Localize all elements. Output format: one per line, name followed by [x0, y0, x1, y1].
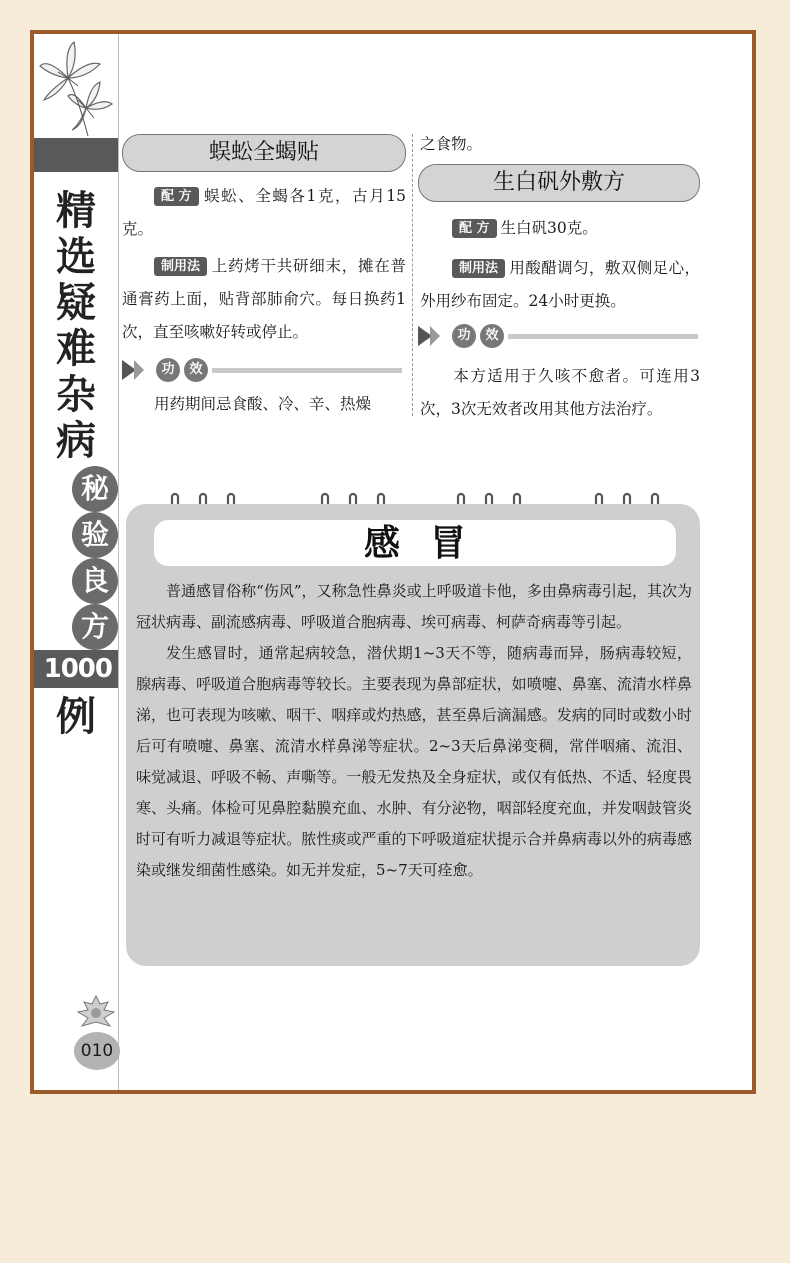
right-heading: 生白矾外敷方 — [418, 164, 700, 202]
sidebar-circle-char: 验 — [72, 512, 118, 558]
disease-box — [126, 504, 700, 966]
box-paragraph: 普通感冒俗称“伤风”，又称急性鼻炎或上呼吸道卡他，多由鼻病毒引起，其次为冠状病毒、副流感病毒、呼吸道合胞病毒、埃可病毒、柯萨奇病毒等引起。 — [136, 582, 692, 631]
column-divider — [412, 134, 413, 416]
sidebar-title-char: 病 — [56, 418, 96, 464]
left-formula-text: 蜈蚣、全蝎各1克，古月15克。 — [122, 187, 406, 238]
page-number: 010 — [74, 1032, 120, 1070]
left-effect-text — [122, 388, 406, 421]
formula-tag: 配 方 — [154, 187, 199, 206]
sidebar-title-char: 难 — [56, 326, 96, 372]
right-method-text: 用酸醋调匀，敷双侧足心，外用纱布固定。24小时更换。 — [420, 259, 700, 310]
sidebar-title-char: 疑 — [56, 280, 96, 326]
right-formula — [420, 212, 700, 245]
sidebar — [34, 34, 119, 1090]
right-continued-text: 之食物。 — [420, 135, 483, 153]
sidebar-title-char: 精 — [56, 188, 96, 234]
box-title: 感冒 — [154, 520, 676, 566]
box-text — [136, 576, 692, 886]
left-method — [122, 250, 406, 349]
effect-char: 效 — [480, 324, 504, 348]
left-heading: 蜈蚣全蝎贴 — [122, 134, 406, 172]
right-effect-header — [418, 324, 700, 348]
formula-tag: 配 方 — [452, 219, 497, 238]
sidebar-band — [34, 138, 118, 172]
effect-line — [212, 368, 402, 373]
method-tag: 制用法 — [452, 259, 505, 278]
sidebar-badge: 1000 — [34, 650, 118, 688]
right-method — [420, 252, 700, 318]
right-formula-text: 生白矾30克。 — [500, 219, 598, 237]
sidebar-title-char: 选 — [56, 234, 96, 280]
left-formula — [122, 180, 406, 246]
effect-char: 功 — [452, 324, 476, 348]
triangle-icon — [430, 326, 440, 346]
left-method-text: 上药烤干共研细末，摊在普通膏药上面，贴背部肺俞穴。每日换药1次，直至咳嗽好转或停止。 — [122, 257, 406, 341]
sidebar-circle-char: 良 — [72, 558, 118, 604]
box-paragraph: 发生感冒时，通常起病较急，潜伏期1~3天不等，随病毒而异，肠病毒较短，腺病毒、呼吸道合胞病毒等较长。主要表现为鼻部症状，如喷嚏、鼻塞、流清水样鼻涕，也可表现为咳嗽、咽干、咽痒或灼热感，甚至鼻后滴漏感。发病的同时或数小时后可有喷嚏、鼻塞、流清水样鼻涕等症状。2~3天后鼻涕变稠，常伴咽痛、流泪、味觉减退、呼吸不畅、声嘶等。一般无发热及全身症状，或仅有低热、不适、轻度畏寒、头痛。体检可见鼻腔黏膜充血、水肿、有分泌物，咽部轻度充血，并发咽鼓管炎时可有听力减退等症状。脓性痰或严重的下呼吸道症状提示合并鼻病毒以外的病毒感染或继发细菌性感染。如无并发症，5~7天可痊愈。 — [136, 644, 692, 879]
right-effect-text — [420, 360, 700, 426]
sidebar-last-char: 例 — [56, 694, 96, 740]
left-effect-text-span: 用药期间忌食酸、冷、辛、热燥 — [154, 395, 372, 413]
lily-flower-icon — [38, 38, 114, 138]
effect-line — [508, 334, 698, 339]
page-frame — [30, 30, 756, 1094]
sidebar-circle-char: 秘 — [72, 466, 118, 512]
triangle-icon — [134, 360, 144, 380]
effect-char: 效 — [184, 358, 208, 382]
effect-char: 功 — [156, 358, 180, 382]
left-effect-header — [122, 358, 406, 382]
method-tag: 制用法 — [154, 257, 207, 276]
right-effect-text-span: 本方适用于久咳不愈者。可连用3次，3次无效者改用其他方法治疗。 — [420, 367, 700, 418]
ornament-icon — [70, 994, 122, 1034]
sidebar-title-char: 杂 — [56, 372, 96, 418]
sidebar-circle-char: 方 — [72, 604, 118, 650]
